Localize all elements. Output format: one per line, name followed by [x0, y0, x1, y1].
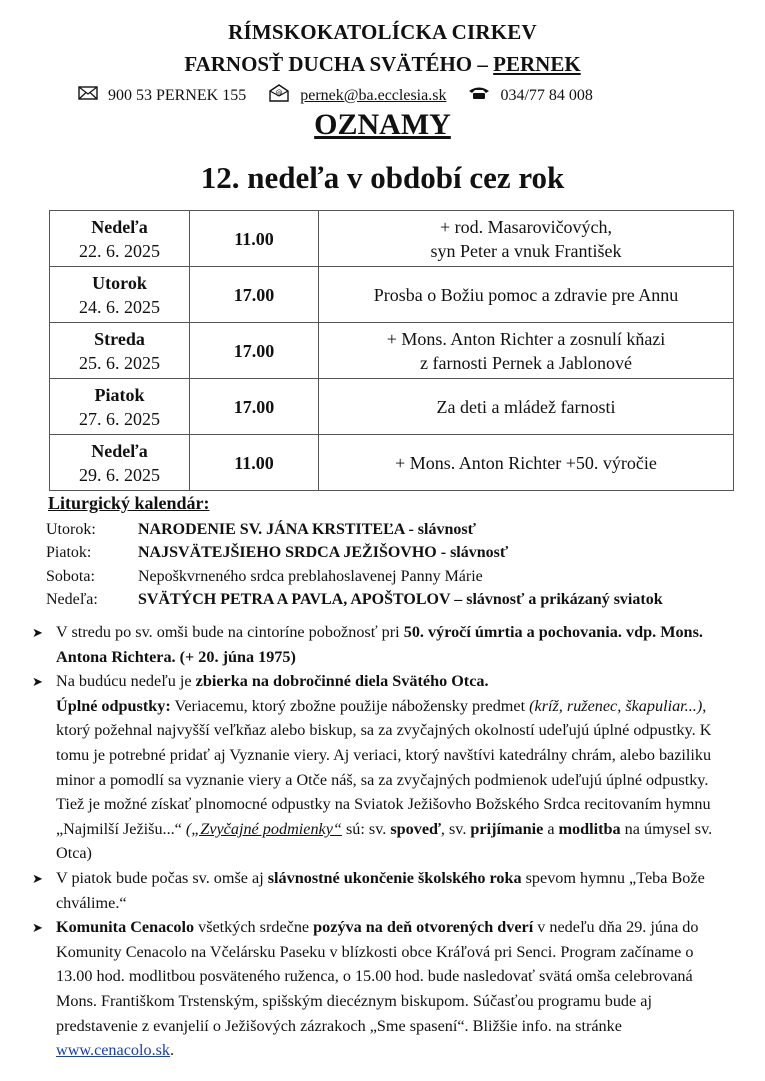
text-run: („Zvyčajné podmienky“: [185, 819, 342, 838]
day-cell: [50, 435, 190, 491]
table-row: [50, 267, 734, 323]
arrow-bullet-icon: ➤: [32, 920, 43, 936]
address-text: 900 53 PERNEK 155: [108, 86, 247, 104]
text-run: spevom hymnu „Teba Bože chválime.“: [56, 868, 705, 912]
liturgical-heading: Liturgický kalendár:: [48, 493, 210, 513]
day-date: 24. 6. 2025: [79, 296, 160, 317]
arrow-bullet-icon: ➤: [32, 870, 43, 886]
phone-text: 034/77 84 008: [500, 86, 593, 104]
time-cell: 17.00: [190, 323, 319, 379]
intention-cell: [319, 379, 734, 435]
lit-text: NAJSVÄTEJŠIEHO SRDCA JEŽIŠOVHO - slávnosť: [138, 544, 509, 562]
lit-text: Nepoškvrneného srdca preblahoslavenej Panny Márie: [138, 567, 483, 585]
text-run: a: [543, 819, 559, 838]
parish-town: PERNEK: [493, 52, 581, 76]
table-row: [50, 435, 734, 491]
text-run: zbierka na dobročinné diela Svätého Otca.: [195, 672, 489, 691]
table-row: [50, 211, 734, 267]
day-name: Piatok: [94, 384, 145, 405]
phone-icon: [468, 86, 490, 105]
text-run: modlitba: [558, 819, 621, 838]
text-run: slávnostné ukončenie školského roka: [267, 868, 522, 887]
time-cell: 17.00: [190, 267, 319, 323]
liturgical-calendar: [46, 493, 663, 612]
announcements: [32, 620, 732, 1063]
text-run: (kríž, ruženec, škapuliar...): [529, 696, 703, 715]
intention-cell: [319, 267, 734, 323]
lit-text: SVÄTÝCH PETRA A PAVLA, APOŠTOLOV – slávnosť a prikázaný sviatok: [138, 591, 663, 609]
list-item: [32, 915, 732, 1063]
svg-text:@: @: [275, 89, 283, 97]
day-date: 29. 6. 2025: [79, 464, 160, 485]
announcement-text: [56, 866, 732, 915]
page-title: OZNAMY: [314, 108, 451, 141]
list-item: [32, 620, 732, 669]
time-cell: 11.00: [190, 435, 319, 491]
time-cell: 17.00: [190, 379, 319, 435]
page-subtitle: 12. nedeľa v období cez rok: [200, 160, 565, 195]
intention-line: z farnosti Pernek a Jablonové: [420, 352, 632, 373]
text-run: Veriacemu, ktorý zbožne použije nábožensky predmet: [170, 696, 530, 715]
day-name: Streda: [94, 328, 145, 349]
list-item: [46, 565, 663, 589]
mass-schedule-table: [49, 210, 734, 491]
text-run: , ktorý požehnal najvyšší veľkňaz alebo biskup, sa za zvyčajných okolností udeľujú úplné odpustky. K tomu je potrebné pridať aj Vyznanie viery. Aj veriaci, ktorý navštívi katedrálny chrám, alebo baziliku minor a pomodlí sa vyznanie viery a Otče náš, sa za zvyčajných podmienok udeľujú úplné odpustky. Tiež je možné získať plnomocné odpustky na Sviatok Ježišovho Božského Srdca recitovaním hymnu „Najmilší Ježišu...“: [56, 696, 712, 838]
intention-line: + rod. Masarovičových,: [439, 216, 613, 237]
email-link[interactable]: pernek@ba.ecclesia.sk: [300, 86, 447, 104]
day-name: Nedeľa: [91, 216, 148, 237]
list-item: [32, 866, 732, 915]
intention-cell: [319, 435, 734, 491]
text-run: sú: sv.: [341, 819, 391, 838]
text-run: , sv.: [440, 819, 471, 838]
lit-day: Nedeľa:: [46, 591, 98, 609]
text-run: v nedeľu dňa 29. júna do Komunity Cenacolo na Včelársku Paseku v blízkosti obce Kráľová pri Senci. Program začíname o 13.00 hod. modlitbou posväteného ruženca, o 15.00 hod. bude nasledovať svätá omša celebrovaná Mons. Františkom Trstenským, spišským diecéznym biskupom. Súčasťou programu bude aj predstavenie z evanjelií o Ježišových zázrakoch „Sme spasení“. Bližšie info. na stránke: [56, 918, 699, 1035]
intention-cell: [319, 211, 734, 267]
time-cell: 11.00: [190, 211, 319, 267]
day-name: Utorok: [92, 272, 147, 293]
text-run: 50. výročí úmrtia a pochovania. vdp. Mons. Antona Richtera. (+ 20. júna 1975): [56, 623, 703, 666]
text-run: všetkých srdečne: [194, 918, 314, 937]
arrow-bullet-icon: ➤: [32, 674, 43, 690]
intention-line: + Mons. Anton Richter +50. výročie: [395, 452, 657, 473]
text-run: V piatok bude počas sv. omše aj: [56, 868, 268, 887]
table-row: [50, 323, 734, 379]
list-item: [32, 669, 732, 866]
day-date: 22. 6. 2025: [79, 240, 160, 261]
text-run: V stredu po sv. omši bude na cintoríne pobožnosť pri: [56, 623, 404, 641]
day-date: 27. 6. 2025: [79, 408, 160, 429]
list-item: [46, 589, 663, 613]
envelope-icon: [78, 86, 98, 105]
parish-name-prefix: FARNOSŤ DUCHA SVÄTÉHO –: [184, 52, 494, 76]
day-cell: [50, 379, 190, 435]
day-name: Nedeľa: [91, 440, 148, 461]
day-cell: [50, 267, 190, 323]
church-name: RÍMSKOKATOLÍCKA CIRKEV: [228, 20, 537, 44]
list-item: [46, 518, 663, 542]
lit-text: NARODENIE SV. JÁNA KRSTITEĽA - slávnosť: [138, 520, 476, 538]
text-run: Komunita Cenacolo: [56, 918, 195, 937]
day-cell: [50, 323, 190, 379]
text-run: Úplné odpustky:: [56, 696, 171, 715]
lit-day: Sobota:: [46, 567, 95, 585]
announcement-text: [56, 669, 732, 866]
list-item: [46, 542, 663, 566]
parish-name: [0, 52, 765, 77]
day-date: 25. 6. 2025: [79, 352, 160, 373]
intention-line: Za deti a mládež farnosti: [436, 396, 616, 417]
contact-line: [78, 84, 593, 107]
lit-day: Piatok:: [46, 544, 92, 562]
lit-day: Utorok:: [46, 520, 96, 538]
intention-line: Prosba o Božiu pomoc a zdravie pre Annu: [373, 284, 679, 305]
announcement-text: [56, 620, 732, 669]
email-icon: [268, 84, 290, 107]
arrow-bullet-icon: ➤: [32, 625, 43, 640]
day-cell: [50, 211, 190, 267]
cenacolo-link[interactable]: www.cenacolo.sk: [56, 1041, 171, 1060]
table-row: [50, 379, 734, 435]
intention-line: + Mons. Anton Richter a zosnulí kňazi: [386, 328, 666, 349]
intention-line: syn Peter a vnuk František: [430, 240, 622, 261]
announcement-text: [56, 915, 732, 1063]
text-run: prijímanie: [470, 819, 544, 838]
text-run: na úmysel sv. Otca): [56, 819, 713, 863]
text-run: .: [170, 1041, 175, 1060]
text-run: pozýva na deň otvorených dverí: [313, 918, 534, 937]
text-run: spoveď: [390, 819, 441, 838]
text-run: Na budúcu nedeľu je: [56, 672, 196, 691]
intention-cell: [319, 323, 734, 379]
